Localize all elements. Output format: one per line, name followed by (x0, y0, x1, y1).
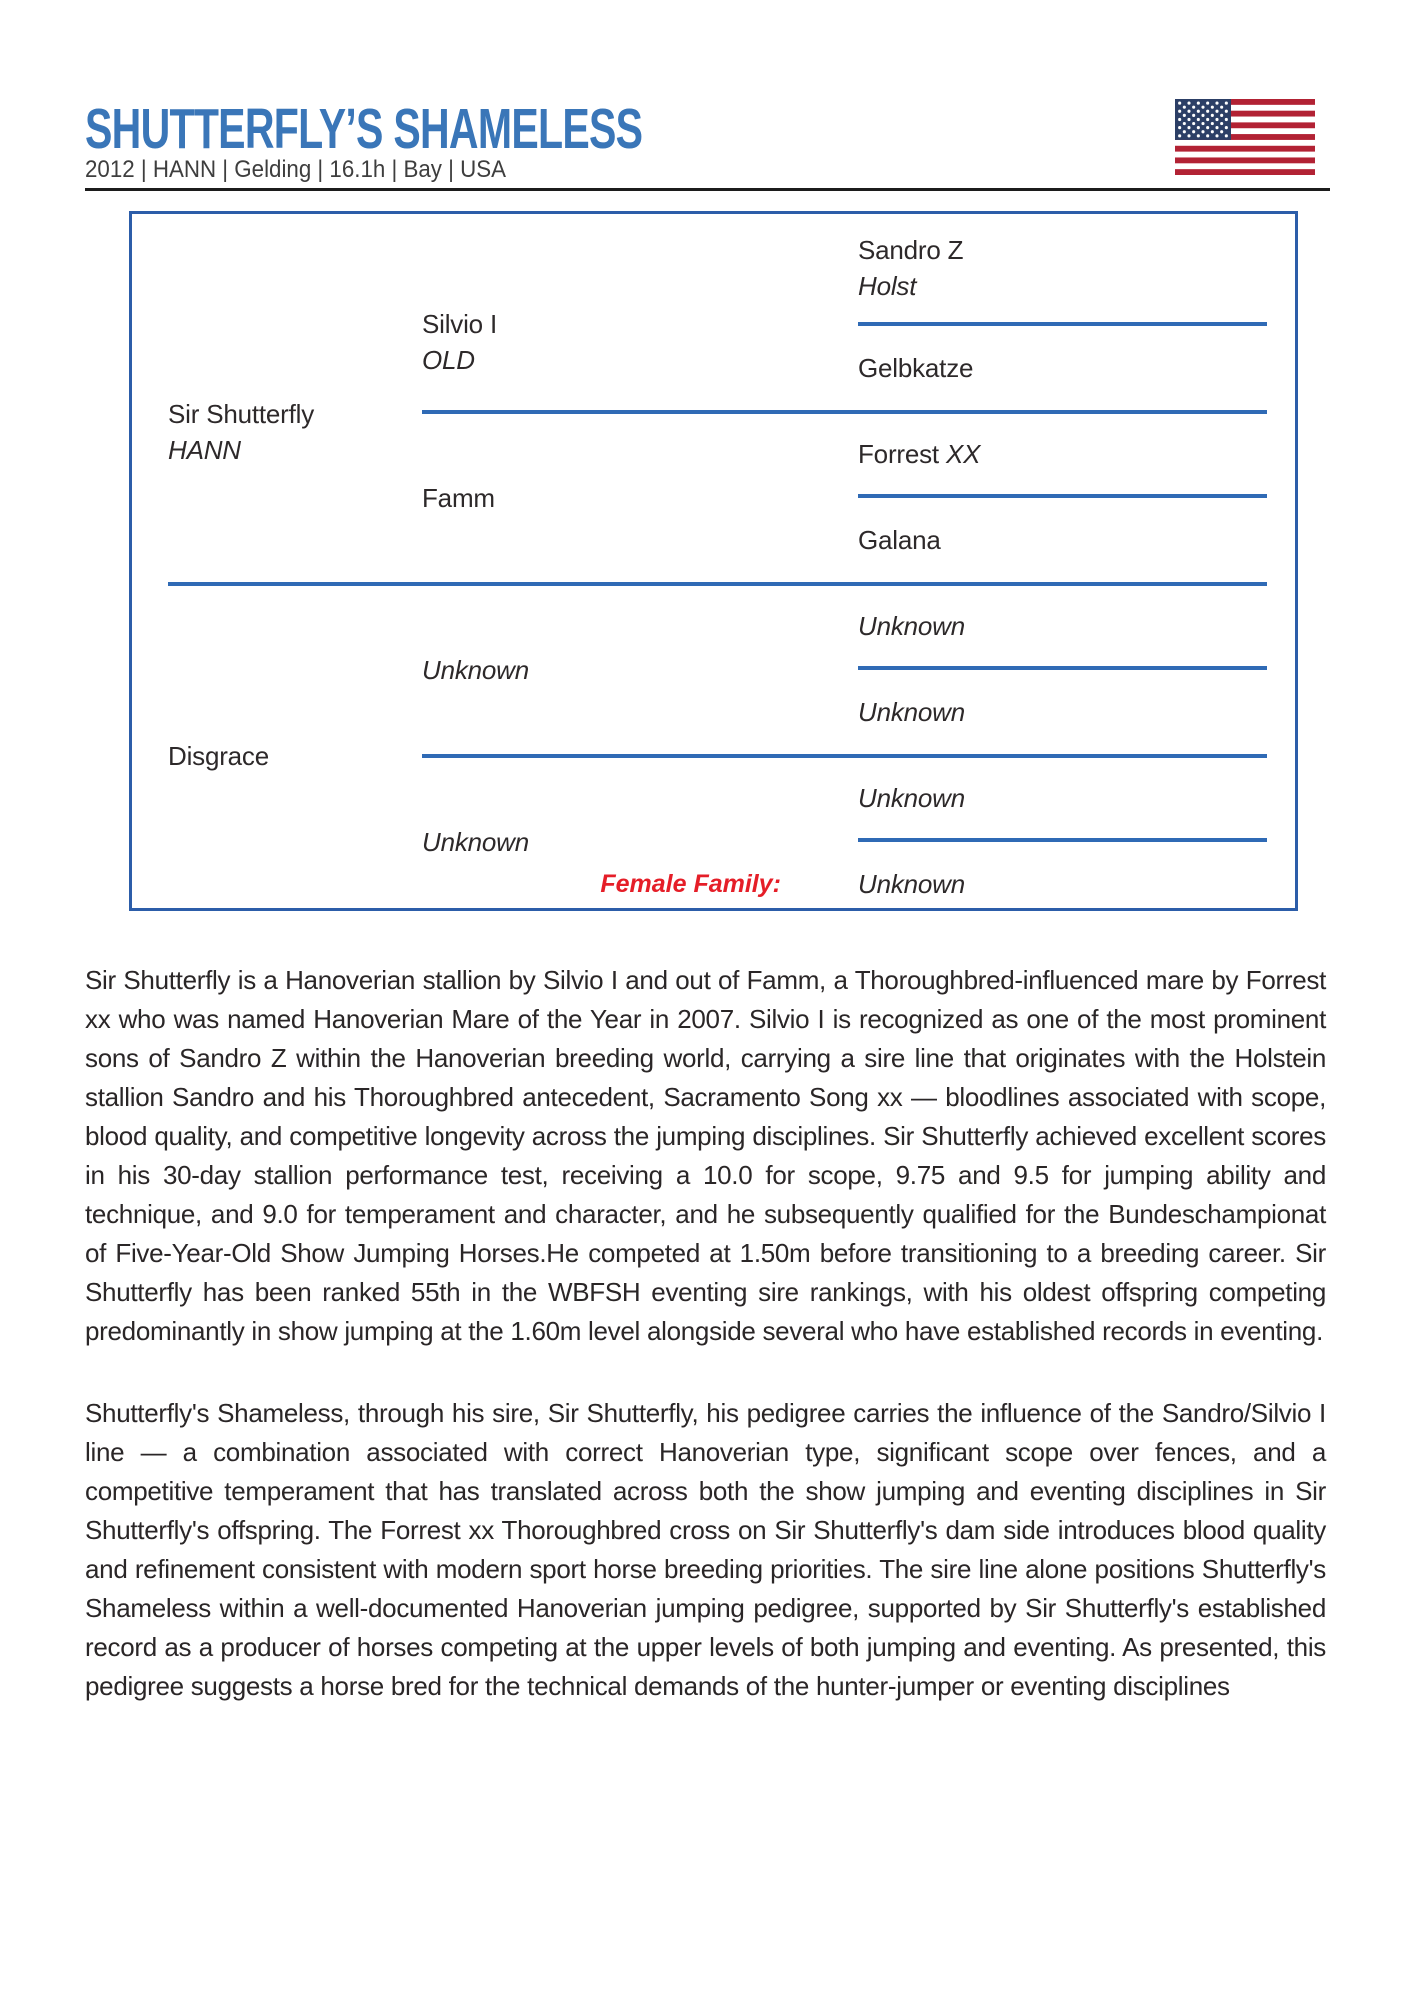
pedigree-quarter (422, 586, 1267, 758)
pedigree-quarter (422, 758, 1267, 911)
pedigree-cell-dam-sire (422, 586, 858, 754)
pedigree-cell-sss (858, 214, 1267, 326)
pedigree-cell-dsd (858, 670, 1267, 754)
horse-name: Unknown (858, 611, 965, 641)
description-paragraph-2: Shutterfly's Shameless, through his sire, Sir Shutterfly, his pedigree carries the influence of the Sandro/Silvio I line — a combination associated with correct Hanoverian type, significant scope over fences, and a competitive temperament that has translated across both the show jumping and eventing disciplines in Sir Shutterfly's offspring. The Forrest xx Thoroughbred cross on Sir Shutterfly's dam side introduces blood quality and refinement consistent with modern sport horse breeding priorities. The sire line alone positions Shutterfly's Shameless within a well-documented Hanoverian jumping pedigree, supported by Sir Shutterfly's established record as a producer of horses competing at the upper levels of both jumping and eventing. As presented, this pedigree suggests a horse bred for the technical demands of the hunter-jumper or eventing disciplines (85, 1398, 1326, 1701)
horse-name: Famm (422, 483, 495, 513)
description-paragraph-1: Sir Shutterfly is a Hanoverian stallion by Silvio I and out of Famm, a Thoroughbred-influenced mare by Forrest xx who was named Hanoverian Mare of the Year in 2007. Silvio I is recognized as one of the most prominent sons of Sandro Z within the Hanoverian breeding world, carrying a sire line that originates with the Holstein stallion Sandro and his Thoroughbred antecedent, Sacramento Song xx — bloodlines associated with scope, blood quality, and competitive longevity across the jumping disciplines. Sir Shutterfly achieved excellent scores in his 30-day stallion performance test, receiving a 10.0 for scope, 9.75 and 9.5 for jumping ability and technique, and 9.0 for temperament and character, and he subsequently qualified for the Bundeschampionat of Five-Year-Old Show Jumping Horses.He competed at 1.50m before transitioning to a breeding career. Sir Shutterfly has been ranked 55th in the WBFSH eventing sire rankings, with his oldest offspring competing predominantly in show jumping at the 1.60m level alongside several who have established records in eventing. (85, 965, 1326, 1346)
usa-flag-icon (1175, 99, 1315, 175)
female-family-label: Female Family: (600, 870, 781, 898)
pedigree-cell-dss (858, 586, 1267, 670)
horse-name: Sandro Z (858, 235, 964, 265)
pedigree-cell-sire (168, 214, 422, 582)
horse-name: Sir Shutterfly (168, 399, 315, 429)
horse-registry: Holst (858, 271, 917, 301)
pedigree-cell-sire-sire (422, 214, 858, 410)
pedigree-table (129, 211, 1298, 911)
horse-name: Unknown (858, 869, 965, 899)
pedigree-dam-half (168, 586, 1267, 911)
horse-registry: HANN (168, 435, 241, 465)
header-divider-rule (85, 188, 1330, 191)
pedigree-cell-sire-dam (422, 414, 858, 582)
pedigree-quarter (422, 414, 1267, 582)
horse-name: Forrest XX (858, 439, 981, 469)
pedigree-cell-ddd (600, 842, 1267, 911)
pedigree-cell-sds (858, 414, 1267, 498)
pedigree-quarter (422, 214, 1267, 414)
horse-registry: OLD (422, 345, 475, 375)
horse-details-subtitle: 2012 | HANN | Gelding | 16.1h | Bay | USA (85, 156, 507, 183)
horse-name: Unknown (422, 827, 529, 857)
pedigree-sire-half (168, 214, 1267, 586)
horse-name: Disgrace (168, 741, 269, 771)
thoroughbred-suffix: XX (945, 439, 981, 469)
pedigree-cell-dds (858, 758, 1267, 842)
horse-name: Unknown (858, 783, 965, 813)
pedigree-cell-ssd (858, 326, 1267, 410)
horse-name-title: SHUTTERFLY’S SHAMELESS (85, 97, 643, 161)
horse-name: Silvio I (422, 309, 497, 339)
horse-name: Unknown (422, 655, 529, 685)
horse-name: Gelbkatze (858, 353, 974, 383)
pedigree-cell-sdd (858, 498, 1267, 582)
pedigree-cell-dam (168, 586, 422, 911)
horse-name: Galana (858, 525, 941, 555)
description-text (85, 961, 1326, 1706)
horse-name: Unknown (858, 697, 965, 727)
